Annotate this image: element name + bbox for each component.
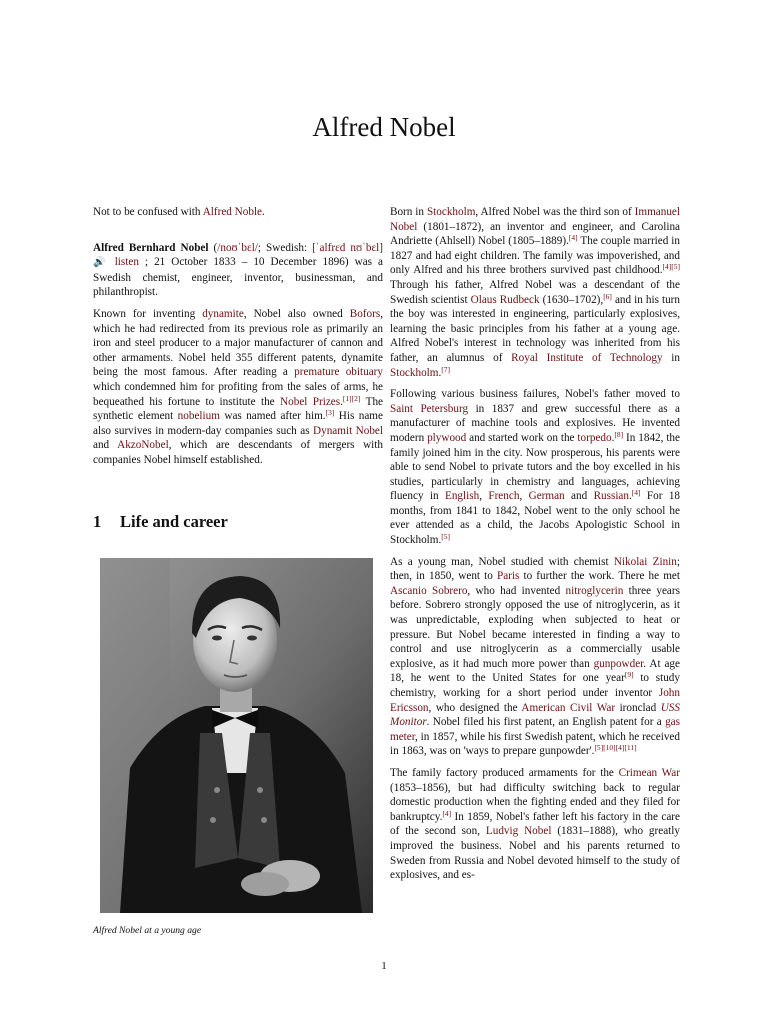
citation-ref[interactable]: [4] — [442, 808, 452, 818]
subject-name: Alfred Bernhard Nobel — [93, 241, 209, 254]
family-factory-paragraph: The family factory produced armaments for the Crimean War (1853–1856), but had difficulty switching back to regular domestic production when the fighting ended and they filed for bankruptcy.[4] In 1859, Nobel's father left his factory in the care of the second son, Ludvig Nobel (1831–1888), who greatly improved the business. Nobel and his parents returned to Sweden from Russia and Nobel devoted himself to the study of explosives, and es- — [390, 766, 680, 882]
link-crimean-war[interactable]: Crimean War — [618, 766, 680, 779]
link-nikolai-zinin[interactable]: Nikolai Zinin — [613, 555, 677, 568]
link-olaus-rudbeck[interactable]: Olaus Rudbeck — [470, 293, 540, 306]
citation-ref[interactable]: [7] — [441, 364, 451, 374]
section-number: 1 — [93, 512, 102, 531]
section-heading — [93, 512, 228, 532]
link-gas-meter[interactable]: gas meter — [390, 716, 680, 743]
saint-petersburg-paragraph: Following various business failures, Nobel's father moved to Saint Petersburg in 1837 and grew successful there as a manufacturer of machine tools and explosives. He invented modern plywood and started work on the torpedo.[8] In 1842, the family joined him in the city. Now prosperous, his parents were able to send Nobel to private tutors and the boy excelled in his studies, particularly in chemistry and languages, achieving fluency in English, French, German and Russian.[4] For 18 months, from 1841 to 1842, Nobel went to the only school he ever attended as a child, the Jacobs Apologistic School in Stockholm.[5] — [390, 388, 681, 547]
link-immanuel-nobel[interactable]: Immanuel Nobel — [390, 206, 680, 233]
early-life-paragraph: Born in Stockholm, Alfred Nobel was the third son of Immanuel Nobel (1801–1872), an inventor and engineer, and Carolina Andriette (Ahlsell) Nobel (1805–1889).[4] The couple married in 1827 and had eight children. The family was impoverished, and only Alfred and his three brothers survived past childhood.[4][5] Through his father, Alfred Nobel was a descendant of the Swedish scientist Olaus Rudbeck (1630–1702),[6] and in his turn the boy was interested in engineering, particularly explosives, learning the basic principles from his father at a young age. Alfred Nobel's interest in technology was inherited from his father, an alumnus of Royal Institute of Technology in Stockholm.[7] — [390, 206, 681, 379]
young-man-paragraph: As a young man, Nobel studied with chemist Nikolai Zinin; then, in 1850, went to Paris to further the work. There he met Ascanio Sobrero, who had invented nitroglycerin three years before. Sobrero strongly opposed the use of nitroglycerin, as it was unpredictable, exploding when subjected to heat or pressure. But Nobel became interested in finding a way to control and use nitroglycerin as a commercially usable explosive, as it had much more power than gunpowder. At age 18, he went to the United States for one year[9] to study chemistry, working for a short period under inventor John Ericsson, who designed the American Civil War ironclad USS Monitor. Nobel filed his first patent, an English patent for a gas meter, in 1857, while his first Swedish patent, which he received in 1863, was on 'ways to prepare gunpowder'.[5][10][4][11] — [390, 555, 680, 758]
link-ascanio-sobrero[interactable]: Ascanio Sobrero — [390, 584, 468, 597]
link-akzonobel[interactable]: AkzoNobel — [117, 439, 169, 452]
link-nitroglycerin[interactable]: nitroglycerin — [565, 584, 624, 597]
citation-ref[interactable]: [3] — [325, 408, 335, 418]
link-english[interactable]: English — [445, 490, 480, 503]
link-dynamite[interactable]: dynamite — [202, 307, 244, 320]
disambiguation-note: Not to be confused with Alfred Noble. — [93, 206, 265, 218]
citation-ref[interactable]: [5] — [441, 532, 451, 542]
citation-ref[interactable]: [4][5] — [662, 262, 680, 272]
citation-ref[interactable]: [4] — [631, 488, 641, 498]
citation-ref[interactable]: [8] — [614, 429, 624, 439]
link-french[interactable]: French — [488, 490, 520, 503]
link-dynamit-nobel[interactable]: Dynamit Nobel — [313, 424, 383, 437]
link-alfred-noble[interactable]: Alfred Noble — [202, 206, 263, 218]
link-gunpowder[interactable]: gunpowder — [593, 657, 644, 670]
link-nobel-prizes[interactable]: Nobel Prizes — [280, 395, 341, 408]
link-ludvig-nobel[interactable]: Ludvig Nobel — [485, 825, 552, 838]
link-bofors[interactable]: Bofors — [349, 307, 381, 320]
link-torpedo[interactable]: torpedo — [577, 431, 612, 444]
link-stockholm[interactable]: Stockholm — [390, 366, 439, 379]
citation-ref[interactable]: [5][10][4][11] — [594, 743, 637, 753]
speaker-icon[interactable]: 🔊 — [93, 257, 109, 269]
link-saint-petersburg[interactable]: Saint Petersburg — [390, 402, 469, 415]
citation-ref[interactable]: [1][2] — [342, 393, 361, 403]
link-stockholm[interactable]: Stockholm — [426, 206, 476, 218]
link-paris[interactable]: Paris — [496, 570, 520, 583]
citation-ref[interactable]: [9] — [624, 670, 634, 680]
link-plywood[interactable]: plywood — [427, 431, 467, 444]
citation-ref[interactable]: [6] — [603, 291, 612, 301]
link-ipa-swedish[interactable]: [ˈalfrɛd nʊˈbɛl] — [312, 241, 383, 254]
link-royal-institute-of-technology[interactable]: Royal Institute of Technology — [511, 351, 663, 364]
photo-caption: Alfred Nobel at a young age — [93, 925, 202, 936]
link-german[interactable]: German — [528, 490, 565, 503]
link-uss-monitor[interactable]: USS Monitor — [390, 701, 680, 729]
article-title: Alfred Nobel — [312, 112, 456, 142]
right-column — [390, 205, 680, 890]
section-title: Life and career — [120, 512, 228, 531]
link-listen[interactable]: listen — [114, 256, 139, 269]
link-ipa-english[interactable]: /noʊˈbɛl/ — [217, 241, 258, 254]
intro-paragraph: Alfred Bernhard Nobel (/noʊˈbɛl/; Swedish: [ˈalfrɛd nʊˈbɛl] 🔊 listen ; 21 October 1833 – 10 December 1896) was a Swedish chemist, engineer, inventor, businessman, and philanthropist. — [93, 241, 383, 299]
portrait-photo — [100, 558, 373, 913]
legacy-paragraph: Known for inventing dynamite, Nobel also owned Bofors, which he had redirected from its previous role as primarily an iron and steel producer to a major manufacturer of cannon and other armaments. Nobel held 355 different patents, dynamite being the most famous. After reading a premature obituary which condemned him for profiting from the sales of arms, he bequeathed his fortune to institute the Nobel Prizes.[1][2] The synthetic element nobelium was named after him.[3] His name also survives in modern-day companies such as Dynamit Nobel and AkzoNobel, which are descendants of mergers with companies Nobel himself established. — [93, 307, 383, 466]
link-american-civil-war[interactable]: American Civil War — [521, 701, 616, 714]
link-nobelium[interactable]: nobelium — [177, 410, 220, 423]
citation-ref[interactable]: [4] — [568, 233, 578, 243]
page-number: 1 — [381, 960, 387, 972]
left-column — [93, 205, 383, 475]
link-russian[interactable]: Russian — [593, 490, 629, 503]
link-premature-obituary[interactable]: premature obituary — [294, 366, 383, 379]
link-john-ericsson[interactable]: John Ericsson — [390, 687, 680, 714]
